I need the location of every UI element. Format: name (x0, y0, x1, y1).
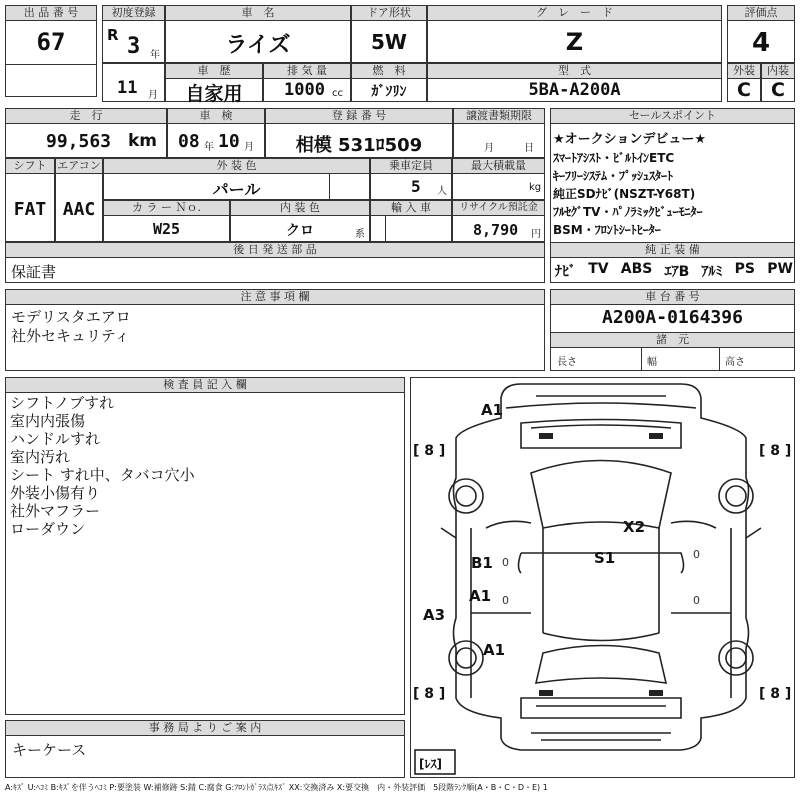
sales-point-item: ｷｰﾌﾘｰｼｽﾃﾑ・ﾌﾟｯｼｭｽﾀｰﾄ (553, 169, 674, 183)
car-diagram (410, 377, 795, 778)
genuine-equipment-label: 純 正 装 備 (551, 242, 794, 258)
inspection-month-unit: 月 (244, 142, 254, 153)
import-cell (370, 200, 452, 242)
mileage-unit: km (128, 131, 158, 151)
inspector-notes-cell (5, 377, 405, 715)
sales-point-item: ｽﾏｰﾄｱｼｽﾄ・ﾋﾞﾙﾄｲﾝETC (553, 151, 675, 165)
door-type: 5W (371, 30, 407, 54)
year-unit: 年 (150, 50, 160, 61)
displacement-label: 排 気 量 (264, 64, 350, 79)
equipment-item: ﾅﾋﾞ (555, 264, 576, 280)
interior-grade-cell (761, 63, 795, 102)
spare-tire: [ﾚｽ] (419, 757, 442, 771)
max-load-unit: kg (529, 182, 542, 193)
first-reg-month-cell (102, 63, 165, 102)
lot-number: 67 (36, 28, 66, 56)
length-label: 長さ (557, 357, 577, 368)
model-type-cell (427, 63, 722, 102)
capacity-label: 乗車定員 (371, 159, 451, 174)
interior-color-unit: 系 (355, 229, 365, 240)
later-parts-cell (5, 242, 545, 283)
equipment-item: TV (588, 261, 609, 277)
zero-mark: 0 (693, 594, 700, 607)
month-unit: 月 (148, 90, 158, 101)
interior-grade: C (771, 79, 785, 101)
inspector-note-item: 社外マフラー (10, 502, 101, 520)
car-name-label: 車 名 (166, 6, 350, 21)
tire-depth: [ 8 ] (759, 443, 792, 459)
interior-color-label: 内 装 色 (231, 201, 369, 216)
fuel: ｶﾞｿﾘﾝ (371, 84, 407, 100)
sales-point-item: BSM・ﾌﾛﾝﾄｼｰﾄﾋｰﾀｰ (553, 223, 661, 237)
width-label: 幅 (647, 357, 657, 368)
chassis-number: A200A-0164396 (602, 307, 743, 328)
interior-color-cell (230, 200, 370, 242)
displacement-cell (263, 63, 351, 102)
inspector-note-item: 室内汚れ (10, 448, 71, 466)
note-item: 社外セキュリティ (11, 327, 130, 345)
exterior-color-label: 外 装 色 (104, 159, 369, 174)
displacement-unit: cc (332, 88, 343, 99)
note-item: モデリスタエアロ (11, 308, 131, 326)
car-name: ライズ (225, 33, 291, 58)
model-type-label: 型 式 (428, 64, 721, 79)
lot-number-cell (5, 5, 97, 97)
office-note-label: 事 務 局 よ り ご 案 内 (6, 721, 404, 736)
sales-point-item: ★オークションデビュー★ (553, 132, 707, 147)
color-number-cell (103, 200, 230, 242)
first-registration-label: 初度登録 (103, 6, 164, 21)
recycle-unit: 円 (531, 229, 541, 240)
registration-number: 相模 531ﾛ509 (295, 135, 423, 156)
exterior-grade: C (737, 79, 751, 101)
max-load-label: 最大積載量 (453, 159, 544, 174)
damage-mark: A1 (483, 641, 506, 659)
mileage-label: 走 行 (6, 109, 166, 124)
inspection-label: 車 検 (168, 109, 264, 124)
first-reg-year: 3 (127, 34, 141, 59)
history: 自家用 (185, 83, 243, 105)
equipment-item: PS (734, 261, 756, 277)
office-note-cell (5, 720, 405, 778)
interior-color: クロ (286, 223, 314, 239)
exterior-color-cell (103, 158, 370, 200)
inspector-note-item: 室内内張傷 (10, 412, 86, 430)
max-load-cell (452, 158, 545, 200)
registration-number-cell (265, 108, 453, 158)
mileage-cell (5, 108, 167, 158)
damage-mark: S1 (594, 549, 616, 567)
inspector-note-item: 外装小傷有り (10, 484, 101, 502)
inspector-note-item: シフトノブすれ (10, 394, 115, 412)
tire-depth: [ 8 ] (413, 686, 446, 702)
aircon: AAC (62, 199, 96, 220)
fuel-label: 燃 料 (352, 64, 426, 79)
exterior-label: 外装 (728, 64, 760, 79)
capacity-cell (370, 158, 452, 200)
door-type-label: ドア形状 (352, 6, 426, 21)
aircon-cell (55, 158, 103, 242)
rating: 4 (751, 28, 771, 58)
era: R (107, 26, 119, 44)
model-type: 5BA-A200A (528, 80, 621, 100)
inspector-note-item: シート すれ中、タバコ穴小 (10, 466, 195, 484)
recycle-cell (452, 200, 545, 242)
equipment-item: ｴｱB (664, 264, 690, 280)
grade-label: グ レ ー ド (428, 6, 721, 21)
interior-label: 内装 (762, 64, 794, 79)
sales-point-item: 純正SDﾅﾋﾞ(NSZT-Y68T) (553, 187, 696, 201)
transfer-docs-cell (453, 108, 545, 158)
damage-mark: A3 (423, 606, 446, 624)
damage-mark: X2 (623, 518, 646, 536)
equipment-item: PW (767, 261, 793, 277)
aircon-label: エアコン (57, 159, 101, 172)
notes-label: 注 意 事 項 欄 (6, 290, 544, 305)
import-label: 輸 入 車 (371, 201, 451, 216)
sales-point-item: ﾌﾙｾｸﾞTV・ﾊﾟﾉﾗﾐｯｸﾋﾞｭｰﾓﾆﾀｰ (553, 205, 703, 219)
color-number-label: カ ラ ー Ｎｏ. (104, 201, 229, 216)
inspection-year-unit: 年 (204, 142, 214, 153)
capacity-unit: 人 (437, 186, 447, 197)
sales-points-label: セールスポイント (551, 109, 794, 124)
transfer-day-unit: 日 (524, 143, 534, 154)
history-cell (165, 63, 263, 105)
damage-mark: A1 (481, 401, 504, 419)
equipment-item: ｱﾙﾐ (701, 264, 723, 280)
first-reg-month: 11 (117, 78, 138, 98)
fuel-cell (351, 63, 427, 102)
zero-mark: 0 (502, 556, 509, 569)
later-parts: 保証書 (11, 263, 57, 281)
transfer-docs-label: 譲渡書類期限 (454, 109, 544, 124)
zero-mark: 0 (502, 594, 509, 607)
inspector-notes-label: 検 査 員 記 入 欄 (6, 378, 404, 393)
exterior-grade-cell (727, 63, 761, 102)
inspector-note-item: ローダウン (10, 520, 86, 538)
color-number: W25 (152, 220, 181, 238)
inspection-month: 10 (218, 131, 240, 152)
capacity: 5 (411, 177, 421, 196)
shift-label: シフト (6, 159, 54, 174)
legend: A:ｷｽﾞ U:ﾍｺﾐ B:ｷｽﾞを伴うﾍｺﾐ P:要塗装 W:補修跡 S:錆 C:腐食 G:ﾌﾛﾝﾄｶﾞﾗｽ点ｷｽﾞ XX:交換済み X:要交換 内・外装評価 5段階ﾗﾝｸ順(A・B・C・D・E) 1 (5, 783, 548, 792)
transfer-month-unit: 月 (484, 143, 494, 154)
history-label: 車 歴 (166, 64, 262, 79)
damage-mark: A1 (469, 587, 492, 605)
recycle-label: リサイクル預託金 (453, 201, 544, 216)
rating-label: 評価点 (728, 6, 794, 21)
damage-mark: B1 (471, 554, 493, 572)
lot-number-label: 出 品 番 号 (6, 6, 96, 21)
later-parts-label: 後 日 発 送 部 品 (6, 243, 544, 258)
mileage: 99,563 (46, 131, 112, 152)
grade-cell (427, 5, 722, 63)
zero-mark: 0 (693, 548, 700, 561)
car-name-cell (165, 5, 351, 63)
dimensions-label: 諸 元 (551, 332, 794, 348)
car-outline-diagram (411, 378, 794, 777)
equipment-item: ABS (620, 261, 653, 277)
displacement: 1000 (284, 80, 325, 100)
inspection-year: 08 (178, 131, 200, 152)
sales-points-cell (550, 108, 795, 283)
notes-cell (5, 289, 545, 371)
inspection-cell (167, 108, 265, 158)
recycle-fee: 8,790 (473, 221, 519, 239)
grade: Z (565, 28, 584, 56)
exterior-color: パール (212, 180, 261, 199)
chassis-number-label: 車 台 番 号 (551, 290, 794, 305)
tire-depth: [ 8 ] (413, 443, 446, 459)
registration-number-label: 登 録 番 号 (266, 109, 452, 124)
tire-depth: [ 8 ] (759, 686, 792, 702)
door-type-cell (351, 5, 427, 63)
inspector-note-item: ハンドルすれ (10, 430, 101, 448)
chassis-cell (550, 289, 795, 371)
office-note: キーケース (12, 741, 87, 759)
first-registration-cell (102, 5, 165, 63)
height-label: 高さ (725, 357, 745, 368)
shift: FAT (13, 199, 47, 220)
genuine-equipment-list (555, 261, 793, 281)
shift-cell (5, 158, 55, 242)
rating-cell (727, 5, 795, 63)
